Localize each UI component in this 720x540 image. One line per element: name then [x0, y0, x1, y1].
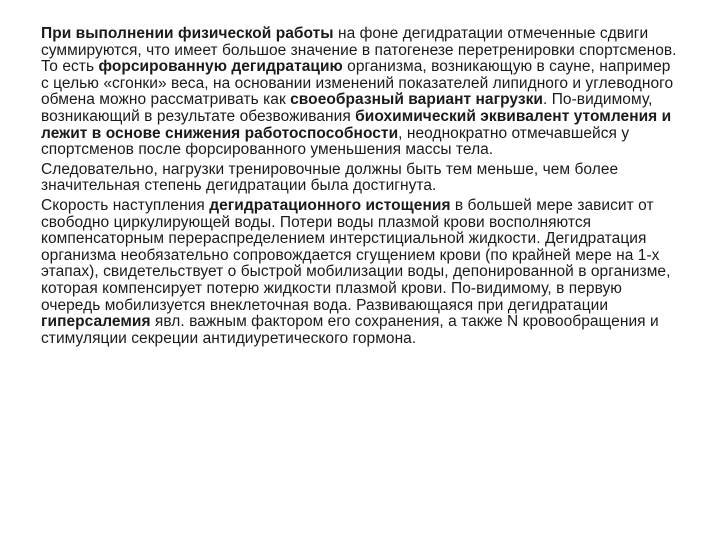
- bold-run: биохимический эквивалент утомления и лежит в основе снижения работоспособности: [41, 107, 672, 142]
- text-run: , неоднократно отмечавшейся у спортсменов после форсированного уменьшения массы тела.: [41, 124, 630, 159]
- text-run: Следовательно, нагрузки тренировочные должны быть тем меньше, чем более значительная степень дегидратации была достигнута.: [41, 160, 619, 195]
- bold-run: дегидратационного истощения: [209, 196, 451, 214]
- paragraph-2: [41, 162, 680, 195]
- paragraph-1: [41, 26, 680, 159]
- text-run: организма, возникающую в сауне, например с целью «сгонки» веса, на основании изменений показателей липидного и углеводного обмена можно рассматривать как: [41, 58, 674, 109]
- bold-run: При выполнении физической работы: [41, 25, 334, 42]
- text-run: на фоне дегидратации отмеченные сдвиги суммируются, что имеет большое значение в патогенезе перетренировки спортсменов. То есть: [41, 25, 677, 76]
- bold-run: своеобразный вариант нагрузки: [290, 91, 544, 109]
- paragraph-3: [41, 198, 680, 347]
- text-run: . По-видимому, возникающий в результате обезвоживания: [41, 91, 653, 125]
- text-run: Скорость наступления: [41, 196, 210, 214]
- bold-run: гиперсалемия: [41, 313, 151, 331]
- text-run: в большей мере зависит от свободно циркулирующей воды. Потери воды плазмой крови восполняются компенсаторным перераспределением интерстициальной жидкости. Дегидратация организма необязательно сопровождается сгущением крови (по крайней мере на 1-х этапах), свидетельствует о быстрой мобилизации воды, депонированной в организме, которая компенсирует потерю жидкости плазмой крови. По-видимому, в первую очередь мобилизуется внеклеточная вода. Развивающаяся при дегидратации: [41, 196, 671, 314]
- text-run: явл. важным фактором его сохранения, а также N кровообращения и стимуляции секреции антидиуретического гормона.: [41, 313, 659, 347]
- bold-run: форсированную дегидратацию: [98, 58, 343, 76]
